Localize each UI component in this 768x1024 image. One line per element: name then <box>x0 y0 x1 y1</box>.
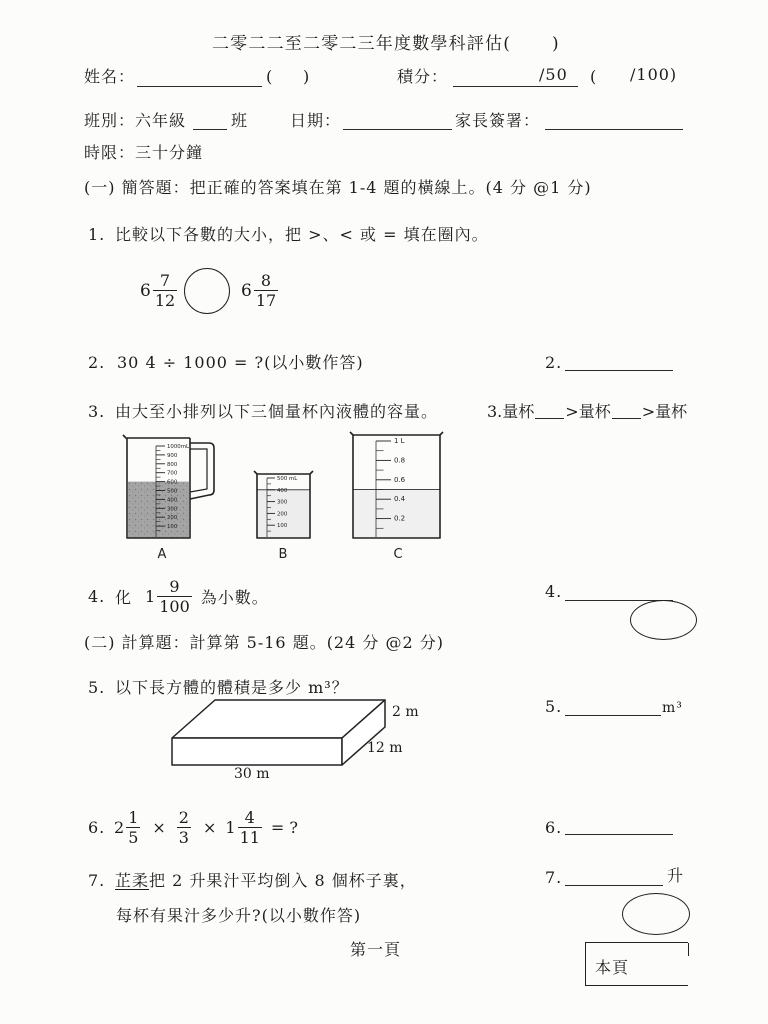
section-2-title: (二) 計算題：計算第 5-16 題。(24 分 @2 分) <box>84 633 444 652</box>
name-label: 姓名： <box>84 67 136 86</box>
cup-b-label: B <box>278 547 288 562</box>
date-blank[interactable] <box>343 129 452 130</box>
cup-c-scale-tick-label: 0.4 <box>394 495 406 504</box>
class-number-paren-close: ) <box>303 67 311 86</box>
whole-number: 6 <box>241 280 252 301</box>
page-score-box-edge <box>688 943 689 956</box>
fraction <box>153 271 177 310</box>
parent-signature-label: 家長簽署： <box>455 111 541 130</box>
q5-answer-blank[interactable] <box>565 715 661 716</box>
denominator: 17 <box>255 291 277 310</box>
fraction <box>238 808 262 847</box>
q5-text: 以下長方體的體積是多少 m³？ <box>115 678 349 697</box>
cup-c-scale-tick-label: 0.2 <box>394 514 406 523</box>
q5-number: 5. <box>88 678 106 697</box>
q5-answer-label: 5. <box>545 697 563 716</box>
q3-number: 3. <box>88 402 106 421</box>
cup-c <box>350 432 443 562</box>
cup-a-scale-tick-label: 400 <box>167 497 178 504</box>
cup-a-label: A <box>157 547 167 562</box>
fraction <box>254 271 278 310</box>
q4-mark-oval[interactable] <box>630 600 697 640</box>
cup-a-scale-tick-label: 1000mL <box>167 444 189 450</box>
measuring-cups-figure <box>110 428 455 568</box>
q1-number: 1. <box>88 225 106 244</box>
fraction <box>126 808 140 847</box>
q7-number: 7. <box>88 871 106 890</box>
name-blank[interactable] <box>137 86 262 87</box>
date-label: 日期： <box>290 111 342 130</box>
cup-a-scale-tick-label: 600 <box>167 479 178 486</box>
q4-expression <box>115 577 269 616</box>
numerator: 1 <box>128 808 139 827</box>
cup-a-scale-tick-label: 200 <box>167 515 178 522</box>
q2-number: 2. <box>88 353 106 372</box>
q4-answer-label: 4. <box>545 582 563 601</box>
q4-suffix: 為小數。 <box>200 588 269 607</box>
exam-title: 二零二二至二零二三年度數學科評估( <box>212 34 512 54</box>
cup-c-label: C <box>393 547 403 562</box>
q7-text-1: 把 2 升果汁平均倒入 8 個杯子裏， <box>149 871 417 890</box>
q1-mixed-number-first <box>140 271 180 310</box>
cup-a-scale-tick-label: 100 <box>167 524 178 531</box>
class-suffix: 班 <box>231 111 249 130</box>
numerator: 9 <box>169 577 180 596</box>
q1-mixed-number-second <box>241 271 281 310</box>
score-total-100: /100) <box>630 65 678 84</box>
exam-title-close-paren: ) <box>552 34 560 54</box>
numerator: 8 <box>260 271 272 290</box>
cup-a-handle-outer <box>190 443 214 499</box>
cup-a-scale-tick-label: 500 <box>167 488 178 495</box>
cup-a-handle-inner <box>190 449 207 492</box>
whole-number: 2 <box>114 818 125 837</box>
section-1-title: (一) 簡答題：把正確的答案填在第 1-4 題的橫線上。(4 分 @1 分) <box>84 178 592 197</box>
cup-b-scale-tick-label: 100 <box>277 523 288 530</box>
whole-number: 6 <box>140 280 151 301</box>
q7-person-name: 芷柔 <box>115 871 150 890</box>
q6-answer-label: 6. <box>545 818 563 837</box>
cup-a-scale-tick-label: 700 <box>167 470 178 477</box>
score-blank[interactable] <box>453 86 578 87</box>
q5-answer-unit: m³ <box>662 700 683 716</box>
cuboid-width-label: 12 m <box>367 740 403 756</box>
score-paren-open: ( <box>590 67 598 86</box>
score-label: 積分： <box>397 67 449 86</box>
q7-text-line-2: 每杯有果汁多少升?(以小數作答) <box>116 906 362 925</box>
page-number: 第一頁 <box>350 940 402 959</box>
numerator: 2 <box>178 808 189 827</box>
page-score-box-label: 本頁 <box>595 958 630 977</box>
cuboid-length-label: 30 m <box>234 766 270 782</box>
score-total-50: /50 <box>539 65 568 84</box>
q1-text: 比較以下各數的大小，把 >、< 或 = 填在圈內。 <box>115 225 489 244</box>
cup-b-scale-tick-label: 500 mL <box>277 476 298 482</box>
whole-number: 1 <box>225 818 236 837</box>
q3-text: 由大至小排列以下三個量杯內液體的容量。 <box>115 402 439 421</box>
cup-b-scale-tick-label: 300 <box>277 499 288 506</box>
cup-a-scale-tick-label: 300 <box>167 506 178 513</box>
q7-answer-label: 7. <box>545 868 563 887</box>
denominator: 3 <box>178 828 189 847</box>
cup-b-scale-tick-label: 200 <box>277 511 288 518</box>
q4-verb: 化 <box>115 588 132 607</box>
cup-c-scale-tick-label: 0.6 <box>394 475 406 484</box>
time-limit: 時限：三十分鐘 <box>84 143 204 162</box>
q3-answer-separator-1: >量杯 <box>565 402 611 421</box>
multiply-sign: × <box>152 818 166 837</box>
fraction <box>157 577 192 616</box>
cup-b-scale-tick-label: 400 <box>277 487 288 494</box>
multiply-sign: × <box>202 818 217 837</box>
q7-answer-blank[interactable] <box>565 885 663 886</box>
q6-expression <box>114 808 298 847</box>
parent-signature-blank[interactable] <box>545 129 683 130</box>
whole-number: 1 <box>145 587 156 606</box>
q7-text-line-1 <box>115 871 417 891</box>
denominator: 12 <box>154 291 176 310</box>
cuboid-height-label: 2 m <box>392 704 419 720</box>
class-blank[interactable] <box>193 129 227 130</box>
q2-answer-blank[interactable] <box>565 370 673 371</box>
numerator: 7 <box>159 271 171 290</box>
q3-answer-row <box>487 402 687 422</box>
class-label: 班別：六年級 <box>84 111 187 130</box>
cup-c-scale-tick-label: 0.8 <box>394 456 406 465</box>
q2-text: 30 4 ÷ 1000 = ?(以小數作答) <box>117 353 364 372</box>
q6-number: 6. <box>88 818 106 837</box>
class-number-paren-open: ( <box>266 67 274 86</box>
q2-answer-label: 2. <box>545 353 563 372</box>
cup-b <box>254 471 313 562</box>
denominator: 5 <box>128 828 139 847</box>
cuboid-figure <box>165 695 400 773</box>
cuboid-front-face <box>172 738 342 765</box>
denominator: 100 <box>159 597 190 616</box>
q7-mark-oval[interactable] <box>622 893 690 935</box>
q3-answer-blank-1[interactable] <box>535 402 564 419</box>
q7-answer-unit: 升 <box>667 866 685 885</box>
q3-answer-separator-2: >量杯 <box>641 402 688 421</box>
page-score-box[interactable] <box>585 942 688 986</box>
q1-comparison-circle[interactable] <box>184 268 230 314</box>
q3-answer-blank-2[interactable] <box>612 402 641 419</box>
q3-answer-prefix: 3.量杯 <box>487 402 535 421</box>
denominator: 11 <box>239 828 260 847</box>
q6-equals: = ? <box>270 818 298 837</box>
numerator: 4 <box>244 808 255 827</box>
cup-c-scale-tick-label: 1 L <box>394 437 405 445</box>
cup-a-scale-tick-label: 800 <box>167 461 178 468</box>
cup-a-scale-tick-label: 900 <box>167 452 178 459</box>
q6-answer-blank[interactable] <box>565 834 673 835</box>
cup-a <box>123 435 214 562</box>
fraction <box>177 808 191 847</box>
q4-number: 4. <box>88 587 106 606</box>
